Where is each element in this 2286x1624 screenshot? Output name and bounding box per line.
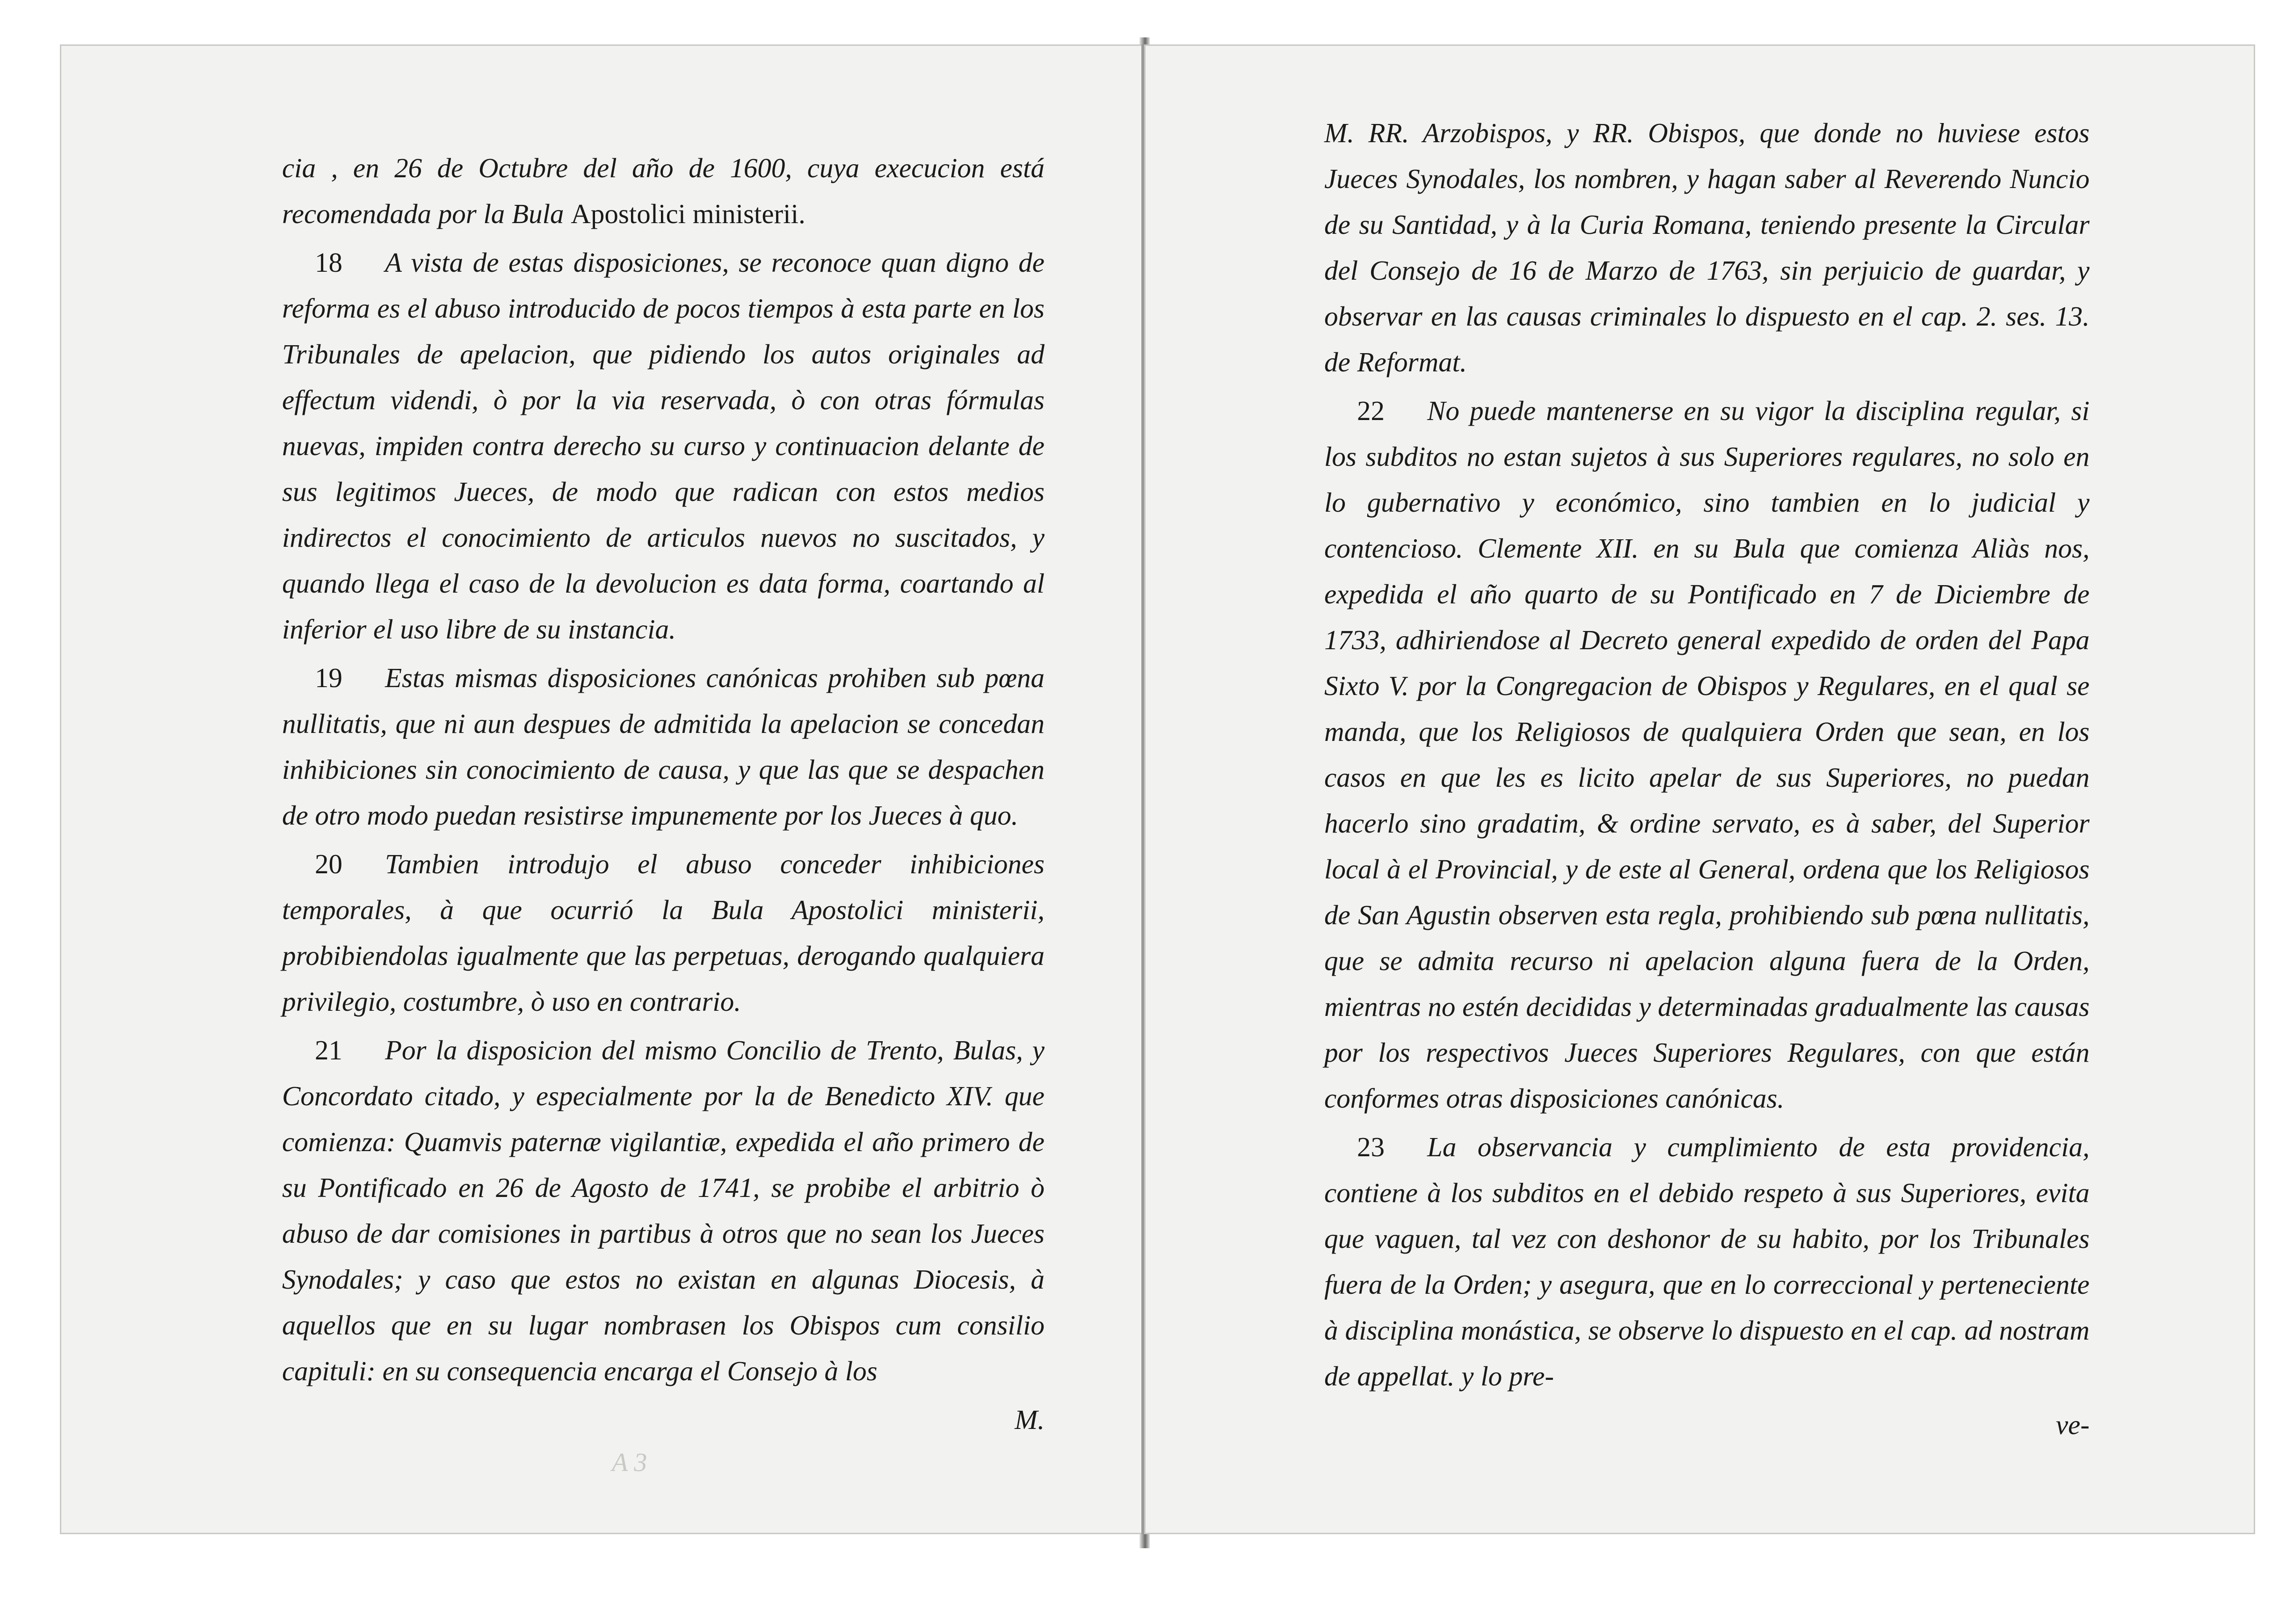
left-page-text: [282, 145, 1045, 1445]
paragraph-number: 19: [315, 662, 342, 693]
left-catchword: M.: [1015, 1404, 1045, 1435]
paragraph-text: Por la disposicion del mismo Concilio de Trento, Bulas, y Concordato citado, y especialmente por la de Benedicto XIV. que comienza: Quamvis paternæ vigilantiæ, expedida el año primero de su Pontificado en 26 de Agosto de 1741, se probibe el arbitrio ò abuso de dar comisiones in partibus à otros que no sean los Jueces Synodales; y caso que estos no existan en algunas Diocesis, à aquellos que en su lugar nombrasen los Obispos cum consilio capituli: en su consequencia encarga el Consejo à los: [282, 1035, 1045, 1386]
paragraph-number: 22: [1357, 395, 1385, 426]
left-page: [60, 44, 1149, 1534]
paragraph-number: 23: [1357, 1131, 1385, 1162]
right-continuation-paragraph: M. RR. Arzobispos, y RR. Obispos, que donde no huviese estos Jueces Synodales, los nombren, y hagan saber al Reverendo Nuncio de su Santidad, y à la Curia Romana, teniendo presente la Circular del Consejo de 16 de Marzo de 1763, sin perjuicio de guardar, y observar en las causas criminales lo dispuesto en el cap. 2. ses. 13. de Reformat.: [1324, 117, 2090, 377]
paragraph-18: [282, 239, 1045, 652]
paragraph-23: [1324, 1124, 2090, 1399]
right-page: [1141, 44, 2255, 1534]
paragraph-number: 21: [315, 1035, 342, 1066]
paragraph-20: [282, 841, 1045, 1024]
left-continuation-bula: Apostolici ministerii.: [571, 198, 806, 229]
paragraph-21: [282, 1027, 1045, 1394]
paragraph-text: Estas mismas disposiciones canónicas prohiben sub pœna nullitatis, que ni aun despues de admitida la apelacion se concedan inhibiciones sin conocimiento de causa, y que las que se despachen de otro modo puedan resistirse impunemente por los Jueces à quo.: [282, 662, 1045, 831]
paragraph-text: La observancia y cumplimiento de esta providencia, contiene à los subditos en el debido respeto à sus Superiores, evita que vaguen, tal vez con deshonor de su habito, por los Tribunales fuera de la Orden; y asegura, que en lo correccional y perteneciente à disciplina monástica, se observe lo dispuesto en el cap. ad nostram de appellat. y lo pre-: [1324, 1131, 2090, 1392]
paragraph-number: 18: [315, 247, 342, 278]
paragraph-number: 20: [315, 848, 342, 879]
paragraph-19: [282, 655, 1045, 838]
paragraph-22: [1324, 388, 2090, 1121]
paragraph-text: Tambien introdujo el abuso conceder inhibiciones temporales, à que ocurrió la Bula Apostolici ministerii, probibiendolas igualmente que las perpetuas, derogando qualquiera privilegio, costumbre, ò uso en contrario.: [282, 848, 1045, 1017]
right-catchword: ve-: [2055, 1409, 2090, 1440]
paragraph-text: A vista de estas disposiciones, se reconoce quan digno de reforma es el abuso introducido de pocos tiempos à esta parte en los Tribunales de apelacion, que pidiendo los autos originales ad effectum videndi, ò por la via reservada, ò con otras fórmulas nuevas, impiden contra derecho su curso y continuacion delante de sus legitimos Jueces, de modo que radican con estos medios indirectos el conocimiento de articulos nuevos no suscitados, y quando llega el caso de la devolucion es data forma, coartando al inferior el uso libre de su instancia.: [282, 247, 1045, 645]
paragraph-text: No puede mantenerse en su vigor la disciplina regular, si los subditos no estan sujetos à sus Superiores regulares, no solo en lo gubernativo y económico, sino tambien en lo judicial y contencioso. Clemente XII. en su Bula que comienza Aliàs nos, expedida el año quarto de su Pontificado en 7 de Diciembre de 1733, adhiriendose al Decreto general expedido de orden del Papa Sixto V. por la Congregacion de Obispos y Regulares, en el qual se manda, que los Religiosos de qualquiera Orden que sean, en los casos en que les es licito apelar de sus Superiores, no puedan hacerlo sino gradatim, & ordine servato, es à saber, del Superior local à el Provincial, y de este al General, ordena que los Religiosos de San Agustin observen esta regla, prohibiendo sub pœna nullitatis, que se admita recurso ni apelacion alguna fuera de la Orden, mientras no estén decididas y determinadas gradualmente las causas por los respectivos Jueces Superiores Regulares, con que están conformes otras disposiciones canónicas.: [1324, 395, 2090, 1114]
right-page-text: [1324, 110, 2090, 1450]
signature-mark: A 3: [612, 1448, 647, 1477]
left-continuation-text: cia , en 26 de Octubre del año de 1600, cuya execucion está recomendada por la Bula: [282, 152, 1045, 229]
left-continuation-paragraph: [282, 145, 1045, 237]
